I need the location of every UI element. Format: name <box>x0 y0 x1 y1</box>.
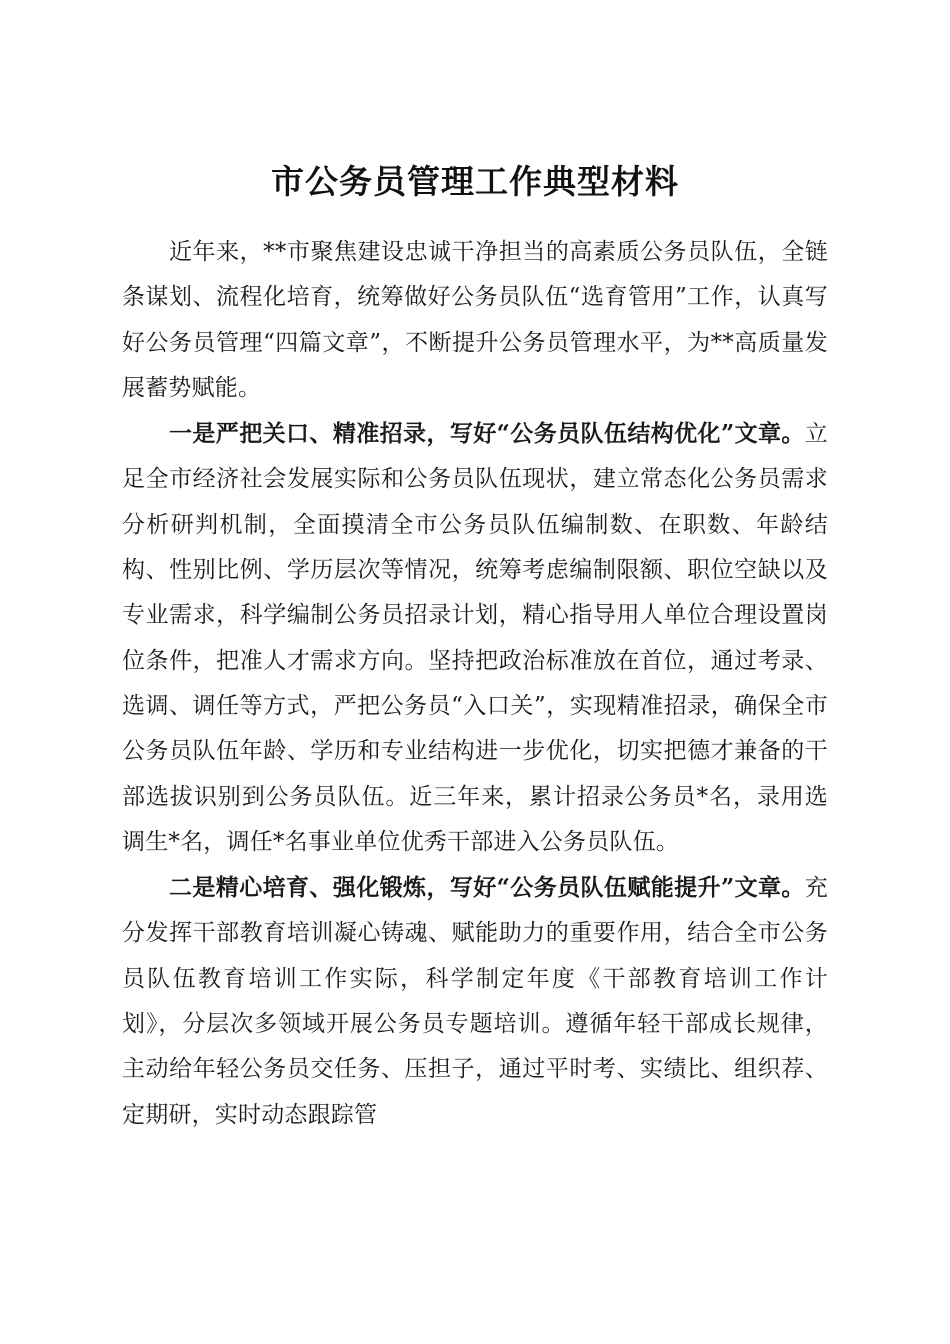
paragraph-recruitment-text: 立足全市经济社会发展实际和公务员队伍现状，建立常态化公务员需求分析研判机制，全面摸清全市公务员队伍编制数、在职数、年龄结构、性别比例、学历层次等情况，统筹考虑编制限额、职位空缺以及专业需求，科学编制公务员招录计划，精心指导用人单位合理设置岗位条件，把准人才需求方向。坚持把政治标准放在首位，通过考录、选调、调任等方式，严把公务员“入口关”，实现精准招录，确保全市公务员队伍年龄、学历和专业结构进一步优化，切实把德才兼备的干部选拔识别到公务员队伍。近三年来，累计招录公务员*名，录用选调生*名，调任*名事业单位优秀干部进入公务员队伍。 <box>122 421 828 855</box>
paragraph-intro <box>122 230 828 411</box>
paragraph-intro-text: 近年来，**市聚焦建设忠诚干净担当的高素质公务员队伍，全链条谋划、流程化培育，统筹做好公务员队伍“选育管用”工作，认真写好公务员管理“四篇文章”，不断提升公务员管理水平，为**高质量发展蓄势赋能。 <box>122 239 828 401</box>
document-title: 市公务员管理工作典型材料 <box>271 162 679 202</box>
paragraph-recruitment <box>122 411 828 865</box>
document-body <box>122 230 828 1138</box>
paragraph-training-text: 充分发挥干部教育培训凝心铸魂、赋能助力的重要作用，结合全市公务员队伍教育培训工作实际，科学制定年度《干部教育培训工作计划》，分层次多领域开展公务员专题培训。遵循年轻干部成长规律，主动给年轻公务员交任务、压担子，通过平时考、实绩比、组织荐、定期研，实时动态跟踪管 <box>122 875 828 1128</box>
paragraph-recruitment-heading: 一是严把关口、精准招录，写好“公务员队伍结构优化”文章。 <box>169 420 805 448</box>
paragraph-training-heading: 二是精心培育、强化锻炼，写好“公务员队伍赋能提升”文章。 <box>169 874 805 902</box>
paragraph-training <box>122 865 828 1138</box>
